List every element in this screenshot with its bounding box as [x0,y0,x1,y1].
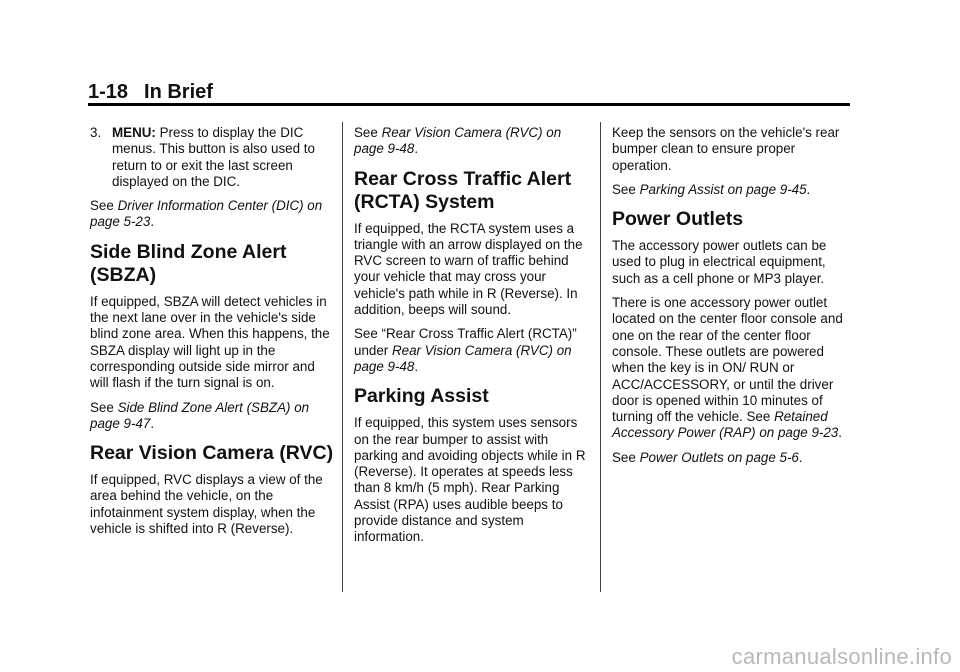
see-reference [90,400,336,433]
column-divider-1 [342,122,343,592]
see-prefix: See [90,198,114,214]
section-title: In Brief [144,81,213,103]
paragraph-sbza: If equipped, SBZA will detect vehicles in the next lane over in the vehicle's side blind zone area. When this happens, the SBZA display will light up in the corresponding outside side mirror and will flash if the turn signal is on. [90,293,330,391]
see-prefix: See [612,449,636,465]
see-reference [354,326,590,375]
see-prefix: See [354,125,378,140]
see-suffix: . [838,425,842,441]
column-1 [90,125,336,545]
see-reference [612,450,852,466]
column-3 [612,125,852,474]
paragraph-rcta: If equipped, the RCTA system uses a triangle with an arrow displayed on the RVC screen to warn of traffic behind your vehicle that may cross your vehicle's path while in R (Reverse). In addition, beeps will sound. [354,220,583,318]
heading-power-outlets: Power Outlets [612,208,744,231]
see-reference [354,125,590,158]
reference-link[interactable]: Rear Vision Camera (RVC) on page 9-48 [354,125,562,157]
see-reference [90,198,336,231]
heading-rcta: Rear Cross Traffic Alert (RCTA) System [354,167,572,213]
reference-link[interactable]: Rear Vision Camera (RVC) on page 9-48 [354,342,572,374]
see-reference [612,182,852,198]
column-2 [354,125,590,554]
paragraph-power-1: The accessory power outlets can be used to plug in electrical equipment, such as a cell phone or MP3 player. [612,238,827,286]
list-number: 3. [90,125,102,140]
see-suffix: . [150,214,155,230]
see-suffix: . [414,358,419,374]
list-item-menu [90,125,336,190]
paragraph-parking-assist: If equipped, this system uses sensors on the rear bumper to assist with parking and avoiding objects while in R (Reverse). It operates at speeds less than 8 km/h (5 mph). Rear Parking Assist (RPA) uses audible beeps to provide distance and system information. [354,415,586,545]
see-suffix: . [150,415,155,431]
menu-description: Press to display the DIC menus. This button is also used to return to or exit the last screen displayed on the DIC. [112,125,315,189]
heading-parking-assist: Parking Assist [354,385,489,408]
page-number: 1-18 [88,81,129,103]
reference-link[interactable]: Driver Information Center (DIC) on page 5-23 [90,198,323,230]
menu-label: MENU: [112,125,156,140]
reference-link[interactable]: Side Blind Zone Alert (SBZA) on page 9-47 [90,399,310,431]
watermark: carmanualsonline.info [731,644,952,669]
reference-link[interactable]: Retained Accessory Power (RAP) on page 9-23 [612,409,839,441]
see-suffix: . [806,181,811,197]
page-header [88,80,213,104]
reference-link[interactable]: Power Outlets on page 5-6 [639,449,799,465]
see-prefix: See “Rear Cross Traffic Alert (RCTA)” under [354,326,577,358]
see-prefix: See [612,181,636,197]
paragraph-power-2 [612,295,852,442]
see-suffix: . [798,449,803,465]
paragraph-rvc: If equipped, RVC displays a view of the area behind the vehicle, on the infotainment system display, when the vehicle is shifted into R (Reverse). [90,472,323,537]
power-text: There is one accessory power outlet located on the center floor console and one on the rear of the center floor console. These outlets are powered when the key is in ON/ RUN or ACC/ACCESSORY, or until the driver door is opened within 10 minutes of turning off the vehicle. See [612,295,843,425]
see-suffix: . [414,141,419,157]
column-divider-2 [600,122,601,592]
heading-sbza: Side Blind Zone Alert (SBZA) [90,240,287,286]
heading-rvc: Rear Vision Camera (RVC) [90,442,334,465]
reference-link[interactable]: Parking Assist on page 9-45 [639,181,807,197]
see-prefix: See [90,399,114,415]
header-rule [88,103,850,106]
paragraph-sensors: Keep the sensors on the vehicle's rear bumper clean to ensure proper operation. [612,125,840,173]
